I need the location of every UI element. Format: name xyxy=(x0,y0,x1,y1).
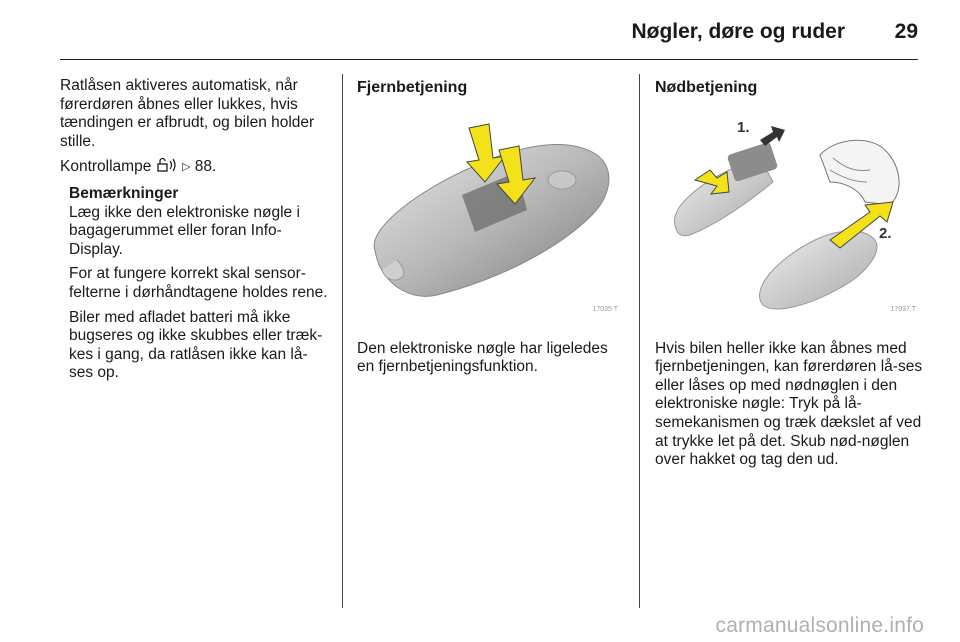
intro-paragraph: Ratlåsen aktiveres automatisk, når førerdøren åbnes eller lukkes, hvis tændingen er afbrudt, og bilen holder stille. xyxy=(60,77,315,150)
middle-column xyxy=(357,79,627,383)
column-divider-2 xyxy=(639,74,640,608)
right-column xyxy=(655,79,925,476)
emergency-operation-heading: Nødbetjening xyxy=(655,79,758,96)
note-2: For at fungere korrekt skal sensor-felterne i dørhåndtagene holdes rene. xyxy=(69,265,328,301)
header-rule xyxy=(60,59,918,60)
left-column xyxy=(60,77,330,389)
step-1-label: 1. xyxy=(737,118,750,136)
lower-key-shape xyxy=(760,231,877,309)
lamp-reference xyxy=(60,157,330,179)
pull-arrow-1-shape xyxy=(760,126,785,146)
step-2-label: 2. xyxy=(879,224,892,242)
hand-shape xyxy=(820,140,899,205)
steering-lock-lamp-icon xyxy=(156,157,178,179)
remote-key-figure xyxy=(357,110,620,320)
remote-control-text: Den elektroniske nøgle har ligeledes en fjernbetjeningsfunktion. xyxy=(357,339,608,376)
watermark: carmanualsonline.info xyxy=(715,614,924,637)
lamp-prefix: Kontrollampe xyxy=(60,158,152,176)
emergency-key-figure xyxy=(655,110,918,320)
lamp-page-ref: 88. xyxy=(194,158,217,176)
note-heading: Bemærkninger xyxy=(69,184,179,202)
remote-control-heading: Fjernbetjening xyxy=(357,79,468,96)
note-3: Biler med afladet batteri må ikke bugseres og ikke skubbes eller træk-kes i gang, da ratlåsen ikke kan lå-ses op. xyxy=(69,308,323,382)
page-number: 29 xyxy=(894,20,918,43)
figure-code: 17035 T xyxy=(592,306,618,313)
see-page-arrow-icon: ▷ xyxy=(181,161,191,174)
column-divider-1 xyxy=(342,74,343,608)
figure-code: 17037 T xyxy=(890,306,916,313)
emergency-operation-text: Hvis bilen heller ikke kan åbnes med fjernbetjeningen, kan førerdøren lå-ses eller låses op med nødnøglen i den elektroniske nøgle: Tryk på lå-semekanismen og træk dækslet af ved at trykke let på det. Skub nød-nøglen over hakket og tag den ud. xyxy=(655,339,923,469)
header-title: Nøgler, døre og ruder xyxy=(631,20,845,43)
note-1: Læg ikke den elektroniske nøgle i bagagerummet eller foran Info-Display. xyxy=(69,203,300,258)
